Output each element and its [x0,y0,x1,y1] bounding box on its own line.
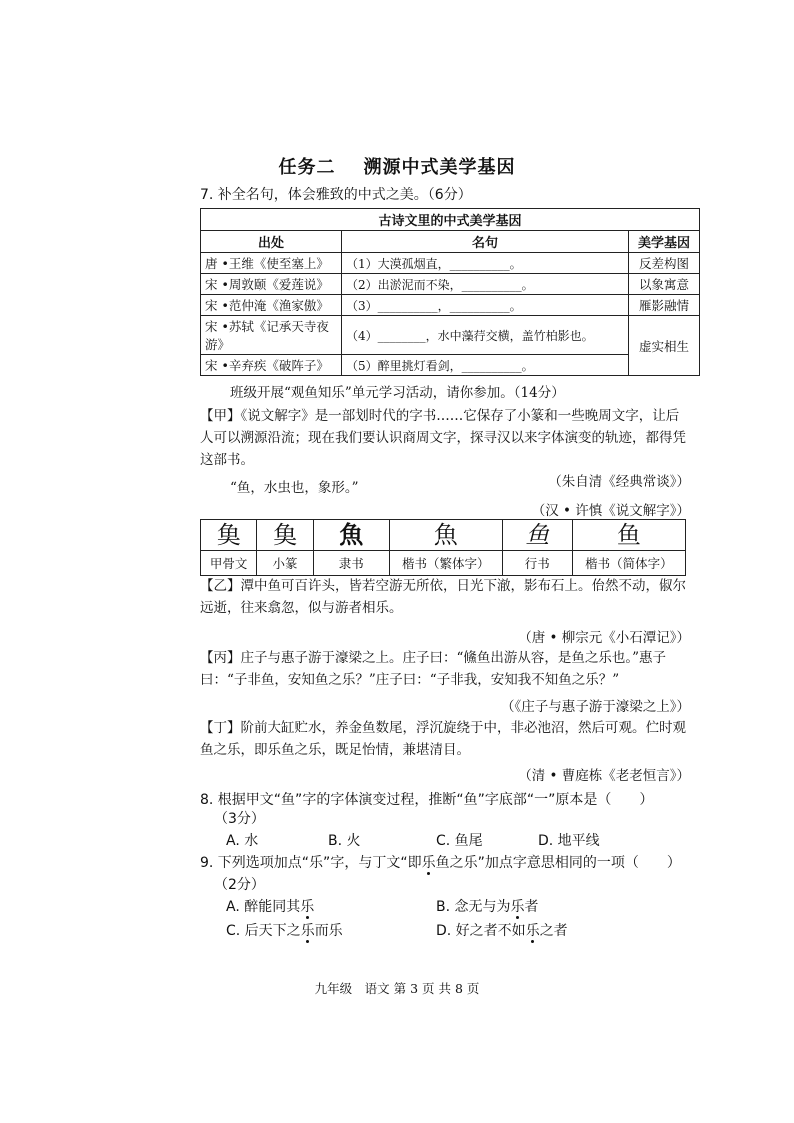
q9-option-d[interactable] [436,920,568,940]
option-dotted-char: 乐 [300,923,315,939]
fish-glyph-clerical: 魚 [313,520,389,551]
passage-yi: 【乙】潭中鱼可百许头，皆若空游无所依，日光下澈，影布石上。佁然不动，俶尔远逝，往来翕忽，似与游者相乐。 [200,578,686,616]
row-line: （2）出淤泥而不染，__________。 [342,274,629,295]
fish-label: 楷书（简体字） [572,551,685,576]
header-line: 名句 [342,231,629,253]
question-8-score: （3分） [214,811,265,827]
passage-yi-source: （唐 • 柳宗元《小石潭记》） [518,630,690,646]
fish-label: 行书 [502,551,572,576]
fish-glyph-seal: 𩵋 [257,520,313,551]
table-caption: 古诗文里的中式美学基因 [201,209,700,231]
option-text: C. 后天下之 [226,923,301,939]
q8-option-d[interactable]: D. 地平线 [538,833,600,849]
task-title [0,153,794,179]
header-source: 出处 [201,231,342,253]
fish-glyph-running: 鱼 [502,520,572,551]
option-dotted-char: 乐 [510,899,525,915]
option-text: A. 醉能同其 [226,899,301,915]
table-row [201,274,700,295]
fish-glyph-traditional: 魚 [389,520,502,551]
row-line: （4）________，水中藻荇交横，盖竹柏影也。 [342,316,629,355]
q9-text-a: 9. 下列选项加点“乐”字，与丁文“即 [200,855,422,871]
fish-label: 楷书（繁体字） [389,551,502,576]
shuowen-quote: “鱼，水虫也，象形。” [230,480,359,496]
option-text: D. 好之者不如 [436,923,526,939]
q8-option-c[interactable]: C. 鱼尾 [436,833,483,849]
task-title-text: 溯源中式美学基因 [363,157,516,178]
row-source: 宋 •苏轼《记承天寺夜游》 [201,316,342,355]
q9-dotted-char: 乐 [421,855,436,871]
question-8: 8. 根据甲文“鱼”字的字体演变过程，推断“鱼”字底部“一”原本是（ ） [200,792,654,808]
option-text: 而乐 [314,923,343,939]
row-line: （3）__________，__________。 [342,295,629,316]
passage-bing-source: （《庄子与惠子游于濠梁之上》） [501,699,690,715]
fish-glyph-oracle: 𩵋 [201,520,257,551]
passage-bing: 【丙】庄子与惠子游于濠梁之上。庄子曰：“鯈鱼出游从容，是鱼之乐也。”惠子曰：“子非鱼，安知鱼之乐？”庄子曰：“子非我，安知我不知鱼之乐？” [200,650,667,688]
row-line: （1）大漠孤烟直，__________。 [342,253,629,274]
fish-label: 小篆 [257,551,313,576]
fish-evolution-table [200,519,686,576]
row-line: （5）醉里挑灯看剑，__________。 [342,355,629,376]
q8-option-a[interactable]: A. 水 [226,833,259,849]
row-gene: 反差构图 [629,253,700,274]
shuowen-quote-source: （汉 • 许慎《说文解字》） [531,503,690,519]
q9-text-b: 鱼之乐”加点字意思相同的一项（ ） [435,855,681,871]
table-row [201,253,700,274]
passage-ding-source: （清 • 曹庭栋《老老恒言》） [518,768,690,784]
option-dotted-char: 乐 [300,899,315,915]
question-9 [200,852,681,872]
passage-jia-source: （朱自清《经典常谈》） [548,474,690,490]
aesthetic-table [200,208,700,376]
task-title-number: 任务二 [278,157,336,178]
row-source: 宋 •周敦颐《爱莲说》 [201,274,342,295]
table-row [201,295,700,316]
option-text: 者 [524,899,539,915]
page-footer: 九年级 语文 第 3 页 共 8 页 [314,981,480,996]
q9-option-c[interactable] [226,920,343,940]
option-dotted-char: 乐 [525,923,540,939]
fish-glyph-simplified: 鱼 [572,520,685,551]
row-gene: 雁影融情 [629,295,700,316]
row-source: 宋 •范仲淹《渔家傲》 [201,295,342,316]
activity-intro: 班级开展“观鱼知乐”单元学习活动，请你参加。（14分） [230,385,565,401]
fish-label: 隶书 [313,551,389,576]
row-source: 唐 •王维《使至塞上》 [201,253,342,274]
option-text: B. 念无与为 [436,899,511,915]
q8-option-b[interactable]: B. 火 [328,833,361,849]
fish-label: 甲骨文 [201,551,257,576]
row-source: 宋 •辛弃疾《破阵子》 [201,355,342,376]
passage-jia: 【甲】《说文解字》是一部划时代的字书……它保存了小篆和一些晚周文字，让后人可以溯源沿流；现在我们要认识商周文字，探寻汉以来字体演变的轨迹，都得凭这部书。 [200,408,686,468]
question-7: 7. 补全名句，体会雅致的中式之美。（6分） [200,187,472,203]
header-gene: 美学基因 [629,231,700,253]
q9-option-a[interactable] [226,896,314,916]
table-row [201,355,700,376]
q9-option-b[interactable] [436,896,539,916]
option-text: 之者 [539,923,568,939]
row-gene: 虚实相生 [629,316,700,376]
table-row [201,316,700,355]
passage-ding: 【丁】阶前大缸贮水，养金鱼数尾，浮沉旋绕于中，非必池沼，然后可观。伫时观鱼之乐，即乐鱼之乐，既足怡情，兼堪清目。 [200,720,686,758]
row-gene: 以象寓意 [629,274,700,295]
question-9-score: （2分） [214,877,265,893]
